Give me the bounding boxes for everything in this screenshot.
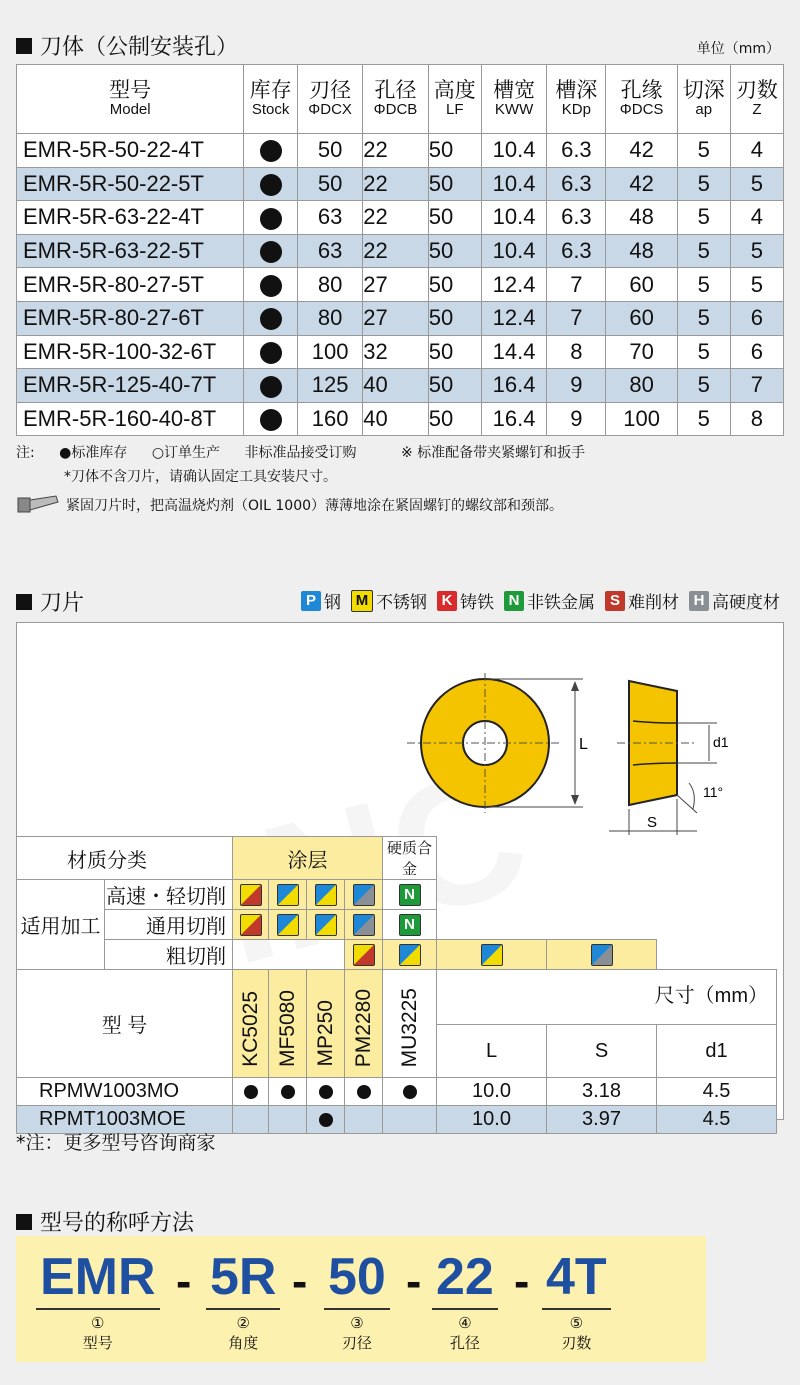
header-cn: 槽深 [555, 79, 598, 103]
material-chip-icon: N [399, 914, 421, 936]
grade-label: MU3225 [397, 987, 421, 1067]
header-en: Stock [251, 101, 290, 119]
naming-label: 型号 [82, 1335, 113, 1352]
header-cn: 切深 [682, 79, 725, 103]
dcx-cell: 50 [297, 134, 362, 168]
insert-diagram [17, 623, 783, 843]
dim-header: d1 [656, 1025, 776, 1077]
header-cell [677, 65, 730, 134]
naming-code: 5R [206, 1246, 280, 1310]
ap-cell: 5 [677, 234, 730, 268]
ap-cell: 5 [677, 335, 730, 369]
dcx-cell: 125 [297, 369, 362, 403]
dcb-cell: 32 [363, 335, 428, 369]
naming-label: 刃径 [341, 1335, 372, 1352]
naming-section-title: 型号的称呼方法 [16, 1206, 194, 1237]
lf-cell: 50 [428, 268, 481, 302]
oil-note: 紧固刀片时，把高温烧灼剂（OIL 1000）薄薄地涂在紧固螺钉的螺纹部和颈部。 [16, 494, 563, 516]
chip-cell [383, 940, 437, 970]
naming-part [542, 1246, 611, 1353]
header-en: KDp [561, 101, 591, 119]
stock-cell [244, 234, 298, 268]
material-badge-icon: N [504, 591, 524, 611]
dcb-cell: 22 [363, 234, 428, 268]
material-chip-icon [353, 914, 375, 936]
grade-label: MP250 [313, 1000, 337, 1067]
naming-num: ⑤ [569, 1315, 584, 1332]
table-row [17, 201, 784, 235]
in-stock-dot-icon [260, 140, 282, 162]
kww-cell: 10.4 [481, 234, 546, 268]
lf-cell: 50 [428, 402, 481, 436]
chip-cell [307, 910, 345, 940]
kdp-cell: 9 [547, 402, 606, 436]
dcs-cell: 42 [606, 134, 677, 168]
naming-label: 角度 [228, 1335, 259, 1352]
naming-code: 4T [542, 1246, 611, 1310]
chip-cell [345, 940, 383, 970]
dim-S-cell: 3.97 [547, 1106, 657, 1134]
material-badge-icon: S [605, 591, 625, 611]
dcx-cell: 100 [297, 335, 362, 369]
in-stock-dot-icon [260, 275, 282, 297]
table-row [17, 167, 784, 201]
z-cell: 5 [730, 234, 783, 268]
stock-cell [244, 369, 298, 403]
chip-cell [437, 940, 547, 970]
ap-cell: 5 [677, 301, 730, 335]
ap-cell: 5 [677, 201, 730, 235]
dcb-cell: 22 [363, 134, 428, 168]
stock-cell [269, 1106, 307, 1134]
legend-label: 铸铁 [460, 593, 494, 613]
table-row [17, 402, 784, 436]
insert-table [16, 836, 777, 1134]
table-row [17, 234, 784, 268]
in-stock-dot-icon [260, 174, 282, 196]
material-badge-icon: H [689, 591, 709, 611]
legend-label: 不锈钢 [376, 593, 427, 613]
stock-cell [244, 134, 298, 168]
dcs-cell: 42 [606, 167, 677, 201]
legend-label: 难削材 [628, 593, 679, 613]
dim-headers [437, 1024, 776, 1077]
use-label: 通用切削 [105, 910, 233, 940]
header-en: KWW [494, 101, 534, 119]
model-cell: RPMW1003MO [17, 1078, 233, 1106]
grade-label: MF5080 [275, 989, 299, 1067]
table-row [17, 335, 784, 369]
header-cell [428, 65, 481, 134]
kdp-cell: 8 [547, 335, 606, 369]
chip-cell [307, 880, 345, 910]
kdp-cell: 9 [547, 369, 606, 403]
kdp-cell: 7 [547, 301, 606, 335]
note-accessory: ※ 标准配备带夹紧螺钉和扳手 [400, 445, 586, 461]
in-stock-dot-icon [260, 208, 282, 230]
header-cn: 刃径 [309, 79, 352, 103]
use-label: 粗切削 [105, 940, 233, 970]
lf-cell: 50 [428, 335, 481, 369]
grade-cell [233, 970, 269, 1078]
stock-cell [383, 1106, 437, 1134]
chip-cell [269, 910, 307, 940]
stock-cell [233, 1078, 269, 1106]
naming-num: ① [91, 1315, 105, 1332]
chip-cell [345, 880, 383, 910]
legend-item [437, 588, 494, 613]
dcs-cell: 48 [606, 234, 677, 268]
in-stock-dot-icon [260, 241, 282, 263]
header-en: ap [695, 101, 713, 119]
table-row [17, 1078, 777, 1106]
stock-cell [244, 402, 298, 436]
square-bullet-icon [16, 594, 32, 610]
z-cell: 8 [730, 402, 783, 436]
note-prefix: 注: [16, 445, 35, 461]
dim-L-cell: 10.0 [437, 1078, 547, 1106]
dcx-cell: 63 [297, 234, 362, 268]
naming-part [324, 1246, 390, 1353]
z-cell: 5 [730, 167, 783, 201]
kww-cell: 12.4 [481, 301, 546, 335]
dim-d1-cell: 4.5 [657, 1106, 777, 1134]
in-stock-dot-icon [260, 342, 282, 364]
model-cell: EMR-5R-50-22-5T [17, 167, 244, 201]
insert-footnote: *注：更多型号咨询商家 [16, 1132, 216, 1154]
stock-cell [269, 1078, 307, 1106]
header-cn: 孔缘 [620, 79, 663, 103]
legend-item [351, 588, 427, 613]
naming-label: 孔径 [449, 1335, 480, 1352]
naming-part [36, 1246, 160, 1353]
ap-cell: 5 [677, 268, 730, 302]
naming-num: ④ [458, 1315, 472, 1332]
model-cell: EMR-5R-80-27-5T [17, 268, 244, 302]
dim-header: S [546, 1025, 656, 1077]
material-chip-icon [399, 944, 421, 966]
lf-cell: 50 [428, 167, 481, 201]
lf-cell: 50 [428, 234, 481, 268]
square-bullet-icon [16, 38, 32, 54]
chip-cell [233, 880, 269, 910]
in-stock-dot-icon [260, 308, 282, 330]
in-stock-dot-icon [244, 1085, 258, 1099]
dcs-cell: 60 [606, 268, 677, 302]
model-cell: EMR-5R-160-40-8T [17, 402, 244, 436]
legend-label: 非铁金属 [527, 593, 595, 613]
material-chip-icon: N [399, 884, 421, 906]
naming-code: 22 [432, 1246, 498, 1310]
kww-cell: 10.4 [481, 201, 546, 235]
material-badge-icon: K [437, 591, 457, 611]
dcb-cell: 40 [363, 369, 428, 403]
dcb-cell: 27 [363, 301, 428, 335]
grade-label: PM2280 [351, 988, 375, 1067]
model-cell: EMR-5R-125-40-7T [17, 369, 244, 403]
stock-cell [345, 1078, 383, 1106]
square-bullet-icon [16, 1214, 32, 1230]
grade-cell [345, 970, 383, 1078]
dcx-cell: 80 [297, 268, 362, 302]
chip-cell [345, 910, 383, 940]
stock-cell [244, 268, 298, 302]
header-en: LF [446, 101, 464, 119]
size-label: 尺寸（mm） [654, 985, 768, 1007]
model-cell: EMR-5R-50-22-4T [17, 134, 244, 168]
naming-code: 50 [324, 1246, 390, 1310]
model-cell: EMR-5R-63-22-5T [17, 234, 244, 268]
model-cell: EMR-5R-63-22-4T [17, 201, 244, 235]
naming-label: 刃数 [561, 1335, 592, 1352]
legend-item [301, 588, 341, 613]
dim-header: L [485, 1040, 498, 1062]
header-en: Z [752, 101, 762, 119]
dcx-cell: 63 [297, 201, 362, 235]
material-chip-icon [481, 944, 503, 966]
stock-cell [244, 335, 298, 369]
dim-L-cell: 10.0 [437, 1106, 547, 1134]
legend-item [605, 588, 679, 613]
z-cell: 4 [730, 134, 783, 168]
dcs-cell: 70 [606, 335, 677, 369]
legend-item [504, 588, 595, 613]
dim-L-label: L [579, 736, 588, 753]
header-cell [244, 65, 298, 134]
header-cn: 高度 [433, 79, 476, 103]
header-en: ΦDCS [619, 101, 664, 119]
model-cell: EMR-5R-100-32-6T [17, 335, 244, 369]
z-cell: 5 [730, 268, 783, 302]
lf-cell: 50 [428, 301, 481, 335]
header-cell [547, 65, 606, 134]
table-row [17, 268, 784, 302]
in-stock-dot-icon [260, 409, 282, 431]
header-cn: 型号 [109, 79, 152, 103]
header-cell [730, 65, 783, 134]
in-stock-dot-icon [319, 1113, 333, 1127]
header-en: ΦDCX [308, 101, 352, 119]
oil-tube-icon [16, 494, 60, 516]
in-stock-dot-icon [357, 1085, 371, 1099]
z-cell: 7 [730, 369, 783, 403]
kww-cell: 14.4 [481, 335, 546, 369]
stock-cell [307, 1106, 345, 1134]
naming-dash: - [292, 1255, 308, 1307]
stock-cell [244, 301, 298, 335]
naming-num: ③ [350, 1315, 364, 1332]
dcb-cell: 22 [363, 201, 428, 235]
dcs-cell: 80 [606, 369, 677, 403]
model-label: 型 号 [17, 970, 233, 1078]
use-label: 高速・轻切削 [105, 880, 233, 910]
legend-label: 高硬度材 [712, 593, 780, 613]
model-cell: RPMT1003MOE [17, 1106, 233, 1134]
material-badge-icon: P [301, 591, 321, 611]
chip-cell [269, 880, 307, 910]
apply-label: 适用加工 [17, 880, 105, 970]
header-cn: 库存 [249, 79, 292, 103]
insert-section-title: 刀片 [16, 586, 84, 617]
table-row [17, 301, 784, 335]
grade-label: KC5025 [238, 991, 262, 1067]
naming-dash: - [406, 1255, 422, 1307]
dcx-cell: 160 [297, 402, 362, 436]
material-chip-icon [353, 944, 375, 966]
dcx-cell: 50 [297, 167, 362, 201]
material-chip-icon [315, 914, 337, 936]
kww-cell: 10.4 [481, 134, 546, 168]
stock-cell [383, 1078, 437, 1106]
dcb-cell: 40 [363, 402, 428, 436]
z-cell: 4 [730, 201, 783, 235]
ap-cell: 5 [677, 369, 730, 403]
dim-angle-label: 11° [703, 784, 724, 800]
header-cn: 刃数 [735, 79, 778, 103]
stock-cell [345, 1106, 383, 1134]
kdp-cell: 6.3 [547, 201, 606, 235]
header-cell [606, 65, 677, 134]
material-chip-icon [353, 884, 375, 906]
header-en: ΦDCB [373, 101, 418, 119]
grade-cell [269, 970, 307, 1078]
material-legend [301, 588, 780, 613]
material-chip-icon [240, 914, 262, 936]
kww-cell: 16.4 [481, 402, 546, 436]
material-badge-icon: M [351, 590, 373, 612]
ap-cell: 5 [677, 134, 730, 168]
z-cell: 6 [730, 301, 783, 335]
table-row [17, 369, 784, 403]
material-chip-icon [277, 884, 299, 906]
naming-part [206, 1246, 280, 1353]
stock-cell [307, 1078, 345, 1106]
model-cell: EMR-5R-80-27-6T [17, 301, 244, 335]
material-chip-icon [240, 884, 262, 906]
header-cn: 槽宽 [493, 79, 536, 103]
chip-cell [383, 880, 437, 910]
lf-cell: 50 [428, 134, 481, 168]
in-stock-dot-icon [281, 1085, 295, 1099]
stock-cell [233, 1106, 269, 1134]
chip-cell [233, 910, 269, 940]
stock-cell [244, 167, 298, 201]
table-row [17, 134, 784, 168]
body-section-title: 刀体（公制安装孔） [16, 30, 238, 61]
legend-item [689, 588, 780, 613]
size-header [437, 970, 777, 1078]
naming-part [432, 1246, 498, 1353]
note-nonstandard: 非标准品接受订购 [244, 445, 357, 461]
z-cell: 6 [730, 335, 783, 369]
grade-cell [307, 970, 345, 1078]
header-cell [297, 65, 362, 134]
unit-label: 单位（mm） [696, 41, 780, 57]
ap-cell: 5 [677, 402, 730, 436]
dcs-cell: 60 [606, 301, 677, 335]
lf-cell: 50 [428, 201, 481, 235]
naming-code: EMR [36, 1246, 160, 1310]
grade-cell [383, 970, 437, 1078]
body-notes [16, 441, 605, 489]
dcs-cell: 48 [606, 201, 677, 235]
kdp-cell: 6.3 [547, 167, 606, 201]
coating-label: 涂层 [233, 837, 383, 880]
material-label: 材质分类 [17, 837, 233, 880]
dcs-cell: 100 [606, 402, 677, 436]
header-cell [17, 65, 244, 134]
in-stock-dot-icon [260, 376, 282, 398]
in-stock-dot-icon [319, 1085, 333, 1099]
note-line2: *刀体不含刀片，请确认固定工具安装尺寸。 [64, 469, 337, 485]
legend-label: 钢 [324, 593, 341, 613]
material-chip-icon [277, 914, 299, 936]
header-cell [363, 65, 428, 134]
ap-cell: 5 [677, 167, 730, 201]
kdp-cell: 7 [547, 268, 606, 302]
kdp-cell: 6.3 [547, 234, 606, 268]
tool-body-table [16, 64, 784, 436]
carbide-label: 硬质合金 [383, 837, 437, 880]
stock-cell [244, 201, 298, 235]
dim-S-label: S [647, 814, 658, 831]
note-order: ○订单生产 [151, 445, 221, 461]
dim-S-cell: 3.18 [547, 1078, 657, 1106]
dcx-cell: 80 [297, 301, 362, 335]
chip-cell [547, 940, 657, 970]
header-cn: 孔径 [374, 79, 417, 103]
in-stock-dot-icon [403, 1085, 417, 1099]
kww-cell: 16.4 [481, 369, 546, 403]
dim-d1-label: d1 [713, 734, 729, 750]
kww-cell: 12.4 [481, 268, 546, 302]
naming-num: ② [236, 1315, 250, 1332]
dim-d1-cell: 4.5 [657, 1078, 777, 1106]
lf-cell: 50 [428, 369, 481, 403]
naming-dash: - [514, 1255, 530, 1307]
naming-panel [16, 1236, 706, 1362]
kdp-cell: 6.3 [547, 134, 606, 168]
dcb-cell: 27 [363, 268, 428, 302]
chip-cell [383, 910, 437, 940]
header-en: Model [109, 101, 151, 119]
header-cell [481, 65, 546, 134]
naming-dash: - [176, 1255, 192, 1307]
note-standard: ●标准库存 [59, 445, 128, 461]
dcb-cell: 22 [363, 167, 428, 201]
material-chip-icon [591, 944, 613, 966]
kww-cell: 10.4 [481, 167, 546, 201]
material-chip-icon [315, 884, 337, 906]
